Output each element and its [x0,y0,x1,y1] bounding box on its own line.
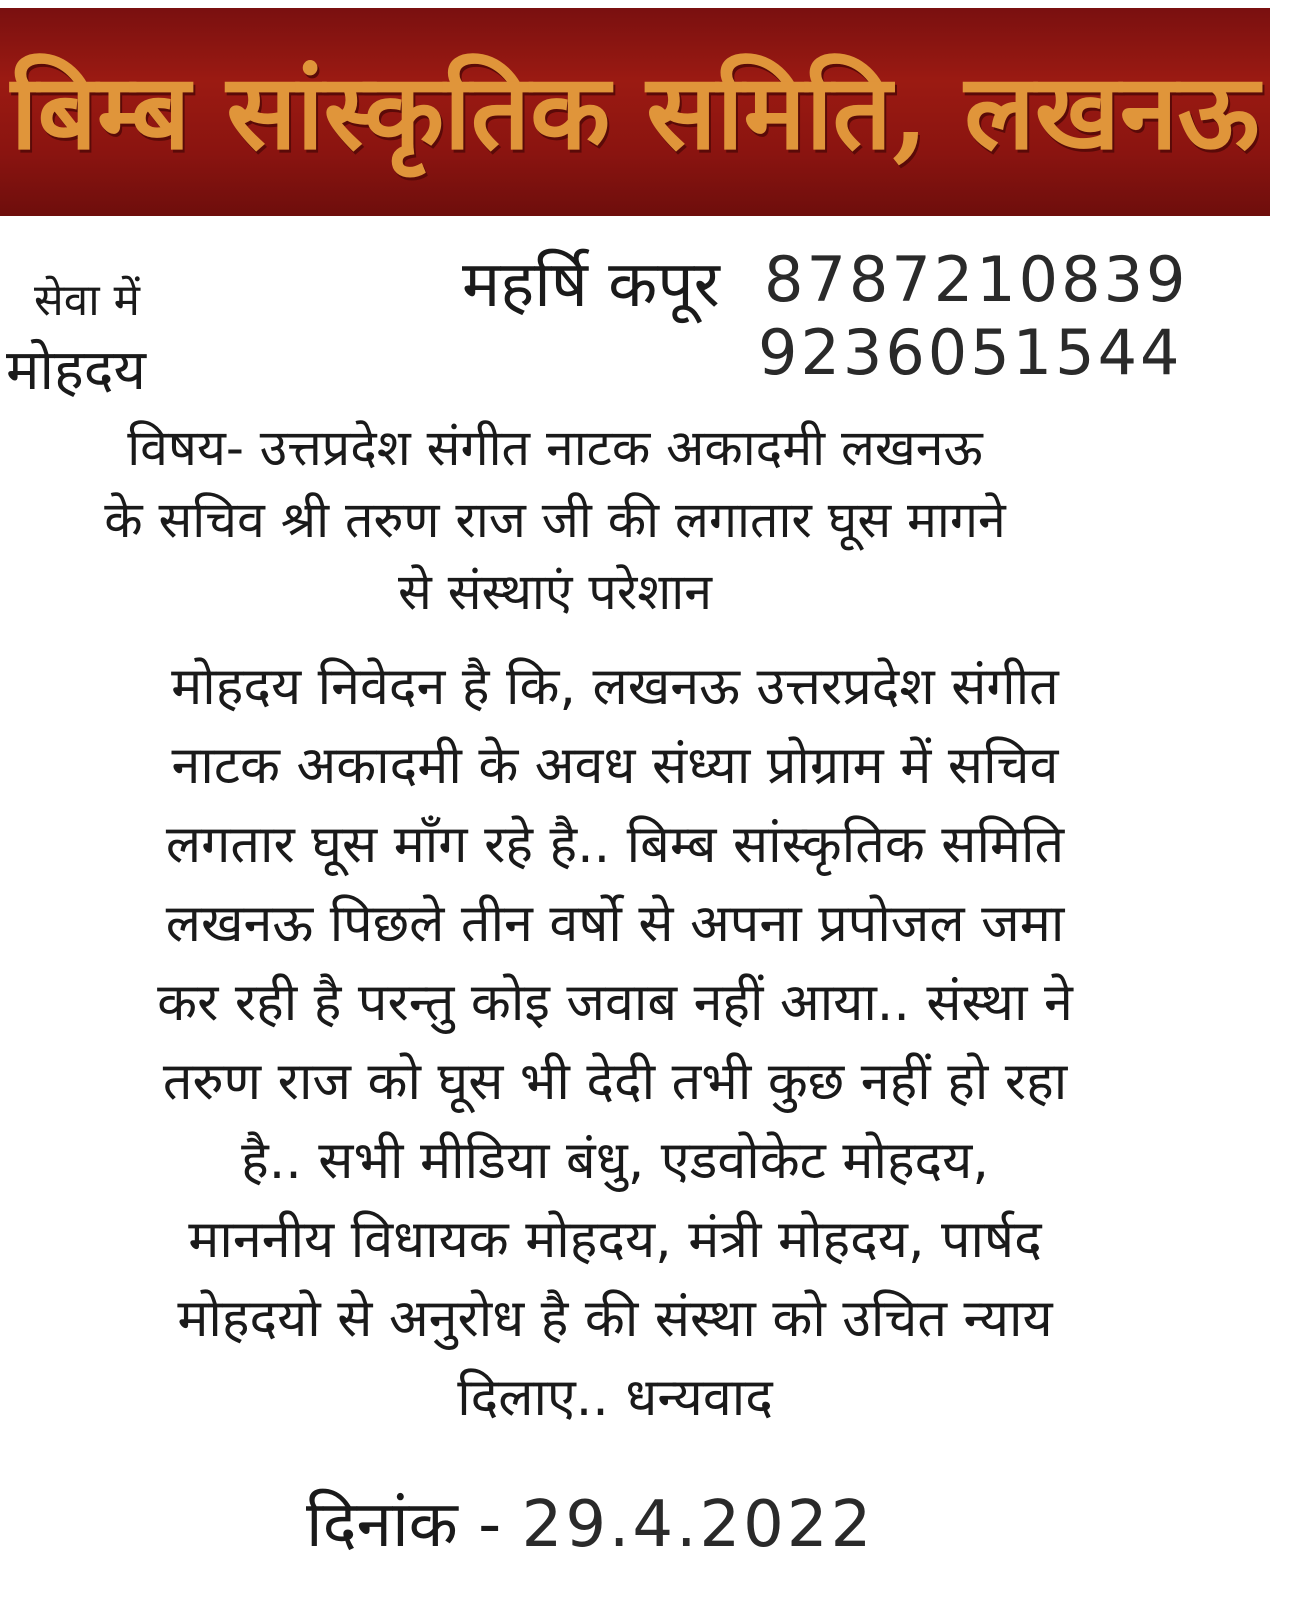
body-line: मोहदय निवेदन है कि, लखनऊ उत्तरप्रदेश संगीत [171,657,1059,717]
subject-line: से संस्थाएं परेशान [398,563,712,621]
body-line: दिलाए.. धन्यवाद [457,1368,773,1428]
body-line: मोहदयो से अनुरोध है की संस्था को उचित न्याय [177,1289,1053,1349]
body-line: लगतार घूस माँग रहे है.. बिम्ब सांस्कृतिक समिति [165,815,1065,875]
header-banner [0,8,1270,216]
body-line: है.. सभी मीडिया बंधु, एडवोकेट मोहदय, [241,1131,989,1191]
subject-line: विषय- उत्तप्रदेश संगीत नाटक अकादमी लखनऊ [127,419,983,477]
body-line: तरुण राज को घूस भी देदी तभी कुछ नहीं हो रहा [162,1052,1068,1112]
sender-name: महर्षि कपूर [462,248,720,322]
subject-line: के सचिव श्री तरुण राज जी की लगातार घूस मागने [104,491,1006,549]
seva-line: सेवा में [34,275,140,326]
body-line: नाटक अकादमी के अवध संध्या प्रोग्राम में सचिव [171,736,1059,796]
body-line: माननीय विधायक मोहदय, मंत्री मोहदय, पार्षद [188,1210,1042,1270]
salutation: मोहदय [6,338,146,403]
date-line [306,1478,874,1565]
letter-body [0,648,1230,1438]
body-line: कर रही है परन्तु कोइ जवाब नहीं आया.. संस्था ने [157,973,1073,1033]
body-line: लखनऊ पिछले तीन वर्षो से अपना प्रपोजल जमा [165,894,1065,954]
banner-title: बिम्ब सांस्कृतिक समिति, लखनऊ [10,50,1260,173]
date-label: दिनांक - [306,1488,502,1562]
phone-number-2: 9236051544 [758,316,1183,389]
phone-number-1: 8787210839 [764,243,1189,316]
subject-block [0,412,1110,628]
date-value: 29.4.2022 [521,1488,875,1562]
